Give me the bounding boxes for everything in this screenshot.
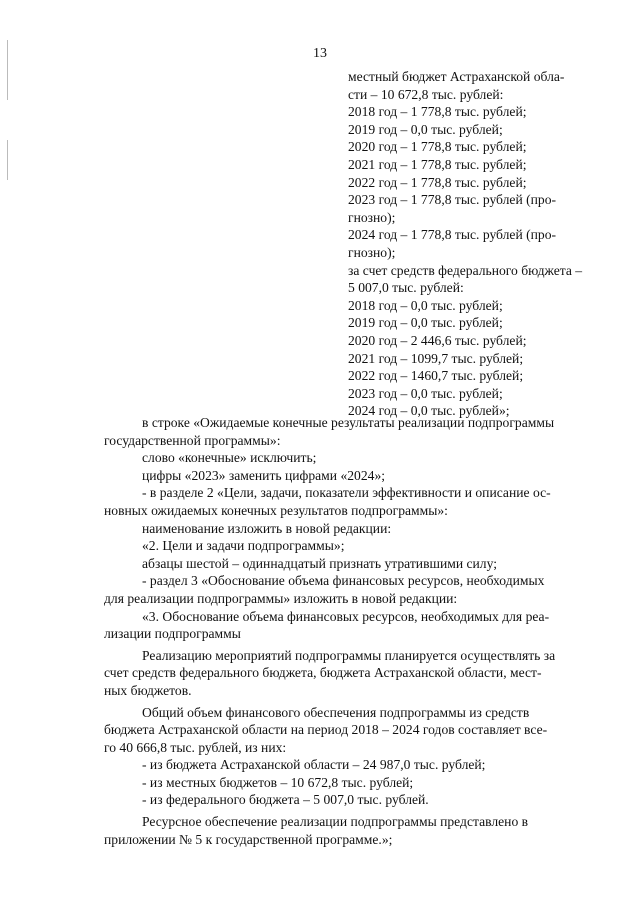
paragraph-line: - из федерального бюджета – 5 007,0 тыс. рублей. bbox=[142, 792, 429, 808]
text-line: местный бюджет Астраханской обла- bbox=[348, 69, 565, 84]
text-line: 2022 год – 1 778,8 тыс. рублей; bbox=[348, 174, 527, 190]
paragraph-line: бюджета Астраханской области на период 2018 – 2024 годов составляет все- bbox=[104, 722, 548, 738]
paragraph-line: цифры «2023» заменить цифрами «2024»; bbox=[142, 467, 386, 483]
paragraph-line: абзацы шестой – одиннадцатый признать утратившими силу; bbox=[142, 555, 497, 571]
text-line: 2020 год – 1 778,8 тыс. рублей; bbox=[348, 139, 527, 155]
paragraph-line: «3. Обоснование объема финансовых ресурсов, необходимых для реа- bbox=[142, 608, 550, 624]
paragraph-line: в строке «Ожидаемые конечные результаты реализации подпрограммы bbox=[142, 415, 555, 430]
paragraph-line: для реализации подпрограммы» изложить в новой редакции: bbox=[104, 590, 458, 606]
paragraph-line: - раздел 3 «Обоснование объема финансовых ресурсов, необходимых bbox=[142, 573, 545, 589]
text-line: 2018 год – 1 778,8 тыс. рублей; bbox=[348, 104, 527, 120]
page-number: 13 bbox=[313, 46, 327, 61]
text-line: 2022 год – 1460,7 тыс. рублей; bbox=[348, 368, 524, 384]
scan-edge-mark bbox=[7, 140, 8, 180]
paragraph-line: Ресурсное обеспечение реализации подпрограммы представлено в bbox=[142, 814, 529, 830]
text-line: 2019 год – 0,0 тыс. рублей; bbox=[348, 121, 503, 137]
paragraph-line: приложении № 5 к государственной программе.»; bbox=[104, 831, 393, 847]
text-line: 2018 год – 0,0 тыс. рублей; bbox=[348, 297, 503, 313]
text-line: сти – 10 672,8 тыс. рублей: bbox=[348, 86, 504, 102]
paragraph-line: - в разделе 2 «Цели, задачи, показатели эффективности и описание ос- bbox=[142, 485, 551, 501]
paragraph-line: лизации подпрограммы bbox=[104, 626, 241, 642]
paragraph-line: государственной программы»: bbox=[104, 432, 281, 448]
paragraph-line: Общий объем финансового обеспечения подпрограммы из средств bbox=[142, 704, 530, 720]
paragraph-line: «2. Цели и задачи подпрограммы»; bbox=[142, 538, 345, 554]
paragraph-line: счет средств федерального бюджета, бюджета Астраханской области, мест- bbox=[104, 665, 542, 681]
text-line: 2024 год – 1 778,8 тыс. рублей (про- bbox=[348, 227, 557, 243]
paragraph-line: ных бюджетов. bbox=[104, 682, 192, 698]
paragraph-line: - из местных бюджетов – 10 672,8 тыс. рублей; bbox=[142, 774, 414, 790]
text-line: 2023 год – 0,0 тыс. рублей; bbox=[348, 385, 503, 401]
text-line: за счет средств федерального бюджета – bbox=[348, 262, 583, 278]
amendment-body-text bbox=[104, 414, 610, 848]
text-line: 2023 год – 1 778,8 тыс. рублей (про- bbox=[348, 192, 557, 208]
paragraph-line: - из бюджета Астраханской области – 24 987,0 тыс. рублей; bbox=[142, 757, 486, 773]
paragraph-line: слово «конечные» исключить; bbox=[142, 450, 317, 466]
paragraph-line: Реализацию мероприятий подпрограммы планируется осуществлять за bbox=[142, 647, 556, 663]
paragraph-line: наименование изложить в новой редакции: bbox=[142, 520, 392, 536]
text-line: гнозно); bbox=[348, 244, 396, 260]
text-line: 2019 год – 0,0 тыс. рублей; bbox=[348, 315, 503, 331]
text-line: 5 007,0 тыс. рублей: bbox=[348, 280, 464, 296]
text-line: 2021 год – 1 778,8 тыс. рублей; bbox=[348, 156, 527, 172]
paragraph-line: новных ожидаемых конечных результатов подпрограммы»: bbox=[104, 502, 448, 518]
text-line: 2021 год – 1099,7 тыс. рублей; bbox=[348, 350, 524, 366]
text-line: 2024 год – 0,0 тыс. рублей»; bbox=[348, 403, 510, 419]
text-line: гнозно); bbox=[348, 209, 396, 225]
funding-breakdown-column bbox=[348, 68, 610, 420]
paragraph-line: го 40 666,8 тыс. рублей, из них: bbox=[104, 739, 287, 755]
text-line: 2020 год – 2 446,6 тыс. рублей; bbox=[348, 332, 527, 348]
